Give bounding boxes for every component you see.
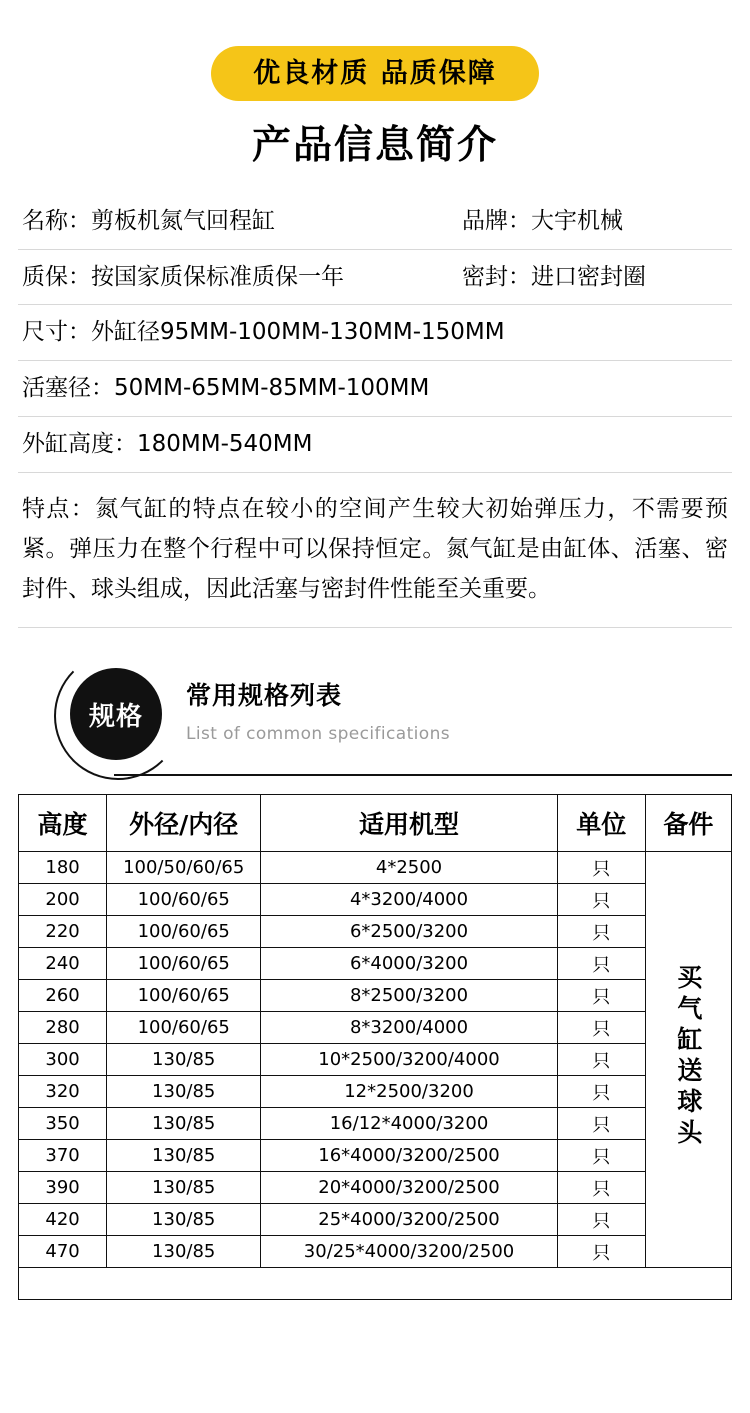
cell-diameter: 130/85 xyxy=(107,1108,261,1140)
col-header-unit: 单位 xyxy=(557,795,645,852)
cell-unit: 只 xyxy=(557,1204,645,1236)
col-header-diameter: 外径/内径 xyxy=(107,795,261,852)
table-body xyxy=(19,852,732,1300)
info-value: 进口密封圈 xyxy=(531,263,646,290)
table-row xyxy=(19,916,732,948)
cell-diameter: 130/85 xyxy=(107,1236,261,1268)
info-value: 剪板机氮气回程缸 xyxy=(91,207,275,234)
cell-diameter: 100/60/65 xyxy=(107,948,261,980)
cell-diameter: 100/60/65 xyxy=(107,1012,261,1044)
spec-circle-badge: 规格 xyxy=(70,668,162,760)
cell-unit: 只 xyxy=(557,852,645,884)
info-row-piston xyxy=(18,361,732,417)
table-row xyxy=(19,948,732,980)
cell-unit: 只 xyxy=(557,1076,645,1108)
info-row-size xyxy=(18,305,732,361)
cell-model: 20*4000/3200/2500 xyxy=(261,1172,557,1204)
cell-height: 280 xyxy=(19,1012,107,1044)
info-value: 外缸径95MM-100MM-130MM-150MM xyxy=(91,319,505,346)
cell-diameter: 130/85 xyxy=(107,1044,261,1076)
cell-model: 6*2500/3200 xyxy=(261,916,557,948)
table-row xyxy=(19,1204,732,1236)
info-label: 密封： xyxy=(462,263,531,290)
cell-height: 220 xyxy=(19,916,107,948)
cell-model: 30/25*4000/3200/2500 xyxy=(261,1236,557,1268)
cell-height: 470 xyxy=(19,1236,107,1268)
cell-height: 370 xyxy=(19,1140,107,1172)
info-label: 质保： xyxy=(22,263,91,290)
table-row xyxy=(19,1076,732,1108)
cell-model: 6*4000/3200 xyxy=(261,948,557,980)
cell-model: 25*4000/3200/2500 xyxy=(261,1204,557,1236)
cell-model: 12*2500/3200 xyxy=(261,1076,557,1108)
cell-height: 350 xyxy=(19,1108,107,1140)
cell-diameter: 130/85 xyxy=(107,1140,261,1172)
col-header-height: 高度 xyxy=(19,795,107,852)
feature-paragraph xyxy=(18,473,732,629)
info-label: 尺寸： xyxy=(22,319,91,346)
info-label: 名称： xyxy=(22,207,91,234)
cell-height: 320 xyxy=(19,1076,107,1108)
info-cell-name xyxy=(22,207,462,236)
table-row xyxy=(19,1012,732,1044)
cell-unit: 只 xyxy=(557,980,645,1012)
cell-model: 4*2500 xyxy=(261,852,557,884)
info-cell-seal xyxy=(462,263,728,292)
cell-height: 200 xyxy=(19,884,107,916)
cell-diameter: 100/60/65 xyxy=(107,884,261,916)
info-row xyxy=(18,250,732,306)
info-label: 外缸高度： xyxy=(22,430,137,457)
table-empty-row xyxy=(19,1268,732,1300)
info-label: 活塞径： xyxy=(22,375,114,402)
cell-unit: 只 xyxy=(557,1044,645,1076)
cell-unit: 只 xyxy=(557,1108,645,1140)
info-label: 品牌： xyxy=(462,207,531,234)
info-value: 180MM-540MM xyxy=(137,430,313,457)
cell-unit: 只 xyxy=(557,1140,645,1172)
product-info-block xyxy=(18,194,732,629)
cell-diameter: 100/60/65 xyxy=(107,980,261,1012)
spec-heading-en: List of common specifications xyxy=(186,724,451,745)
table-header-row xyxy=(19,795,732,852)
cell-height: 300 xyxy=(19,1044,107,1076)
feature-text: 氮气缸的特点在较小的空间产生较大初始弹压力，不需要预紧。弹压力在整个行程中可以保持恒定。氮气缸是由缸体、活塞、密封件、球头组成，因此活塞与密封件性能至关重要。 xyxy=(22,495,729,603)
table-row xyxy=(19,884,732,916)
cell-model: 16/12*4000/3200 xyxy=(261,1108,557,1140)
table-row xyxy=(19,980,732,1012)
table-row xyxy=(19,1172,732,1204)
info-value: 大宇机械 xyxy=(531,207,623,234)
table-row xyxy=(19,1140,732,1172)
cell-unit: 只 xyxy=(557,1236,645,1268)
cell-unit: 只 xyxy=(557,916,645,948)
table-row xyxy=(19,1108,732,1140)
table-row xyxy=(19,1236,732,1268)
page-header xyxy=(0,0,750,170)
info-cell-brand xyxy=(462,207,728,236)
cell-height: 420 xyxy=(19,1204,107,1236)
cell-unit: 只 xyxy=(557,948,645,980)
cell-height: 390 xyxy=(19,1172,107,1204)
spec-table xyxy=(18,794,732,1300)
spare-note-text: 买气缸送球头 xyxy=(673,964,703,1151)
cell-diameter: 130/85 xyxy=(107,1172,261,1204)
col-header-model: 适用机型 xyxy=(261,795,557,852)
decorative-underline xyxy=(114,774,732,776)
cell-model: 8*2500/3200 xyxy=(261,980,557,1012)
cell-diameter: 100/50/60/65 xyxy=(107,852,261,884)
info-row-height xyxy=(18,417,732,473)
cell-height: 240 xyxy=(19,948,107,980)
quality-badge: 优良材质 品质保障 xyxy=(211,46,538,101)
table-row xyxy=(19,852,732,884)
spec-heading-cn: 常用规格列表 xyxy=(186,681,343,711)
table-row xyxy=(19,1044,732,1076)
cell-diameter: 100/60/65 xyxy=(107,916,261,948)
cell-model: 8*3200/4000 xyxy=(261,1012,557,1044)
info-value: 按国家质保标准质保一年 xyxy=(91,263,344,290)
spec-heading-text xyxy=(186,676,450,744)
empty-cell xyxy=(19,1268,732,1300)
cell-unit: 只 xyxy=(557,1172,645,1204)
spec-section-header xyxy=(18,662,732,772)
cell-height: 260 xyxy=(19,980,107,1012)
cell-model: 10*2500/3200/4000 xyxy=(261,1044,557,1076)
info-cell-warranty xyxy=(22,263,462,292)
page-title: 产品信息简介 xyxy=(251,123,498,168)
info-value: 50MM-65MM-85MM-100MM xyxy=(114,375,430,402)
cell-model: 4*3200/4000 xyxy=(261,884,557,916)
feature-label: 特点： xyxy=(22,495,96,522)
spec-table-wrap xyxy=(18,794,732,1300)
cell-unit: 只 xyxy=(557,1012,645,1044)
cell-height: 180 xyxy=(19,852,107,884)
cell-model: 16*4000/3200/2500 xyxy=(261,1140,557,1172)
cell-spare-note xyxy=(645,852,731,1268)
info-row xyxy=(18,194,732,250)
col-header-spare: 备件 xyxy=(645,795,731,852)
cell-diameter: 130/85 xyxy=(107,1076,261,1108)
cell-unit: 只 xyxy=(557,884,645,916)
cell-diameter: 130/85 xyxy=(107,1204,261,1236)
